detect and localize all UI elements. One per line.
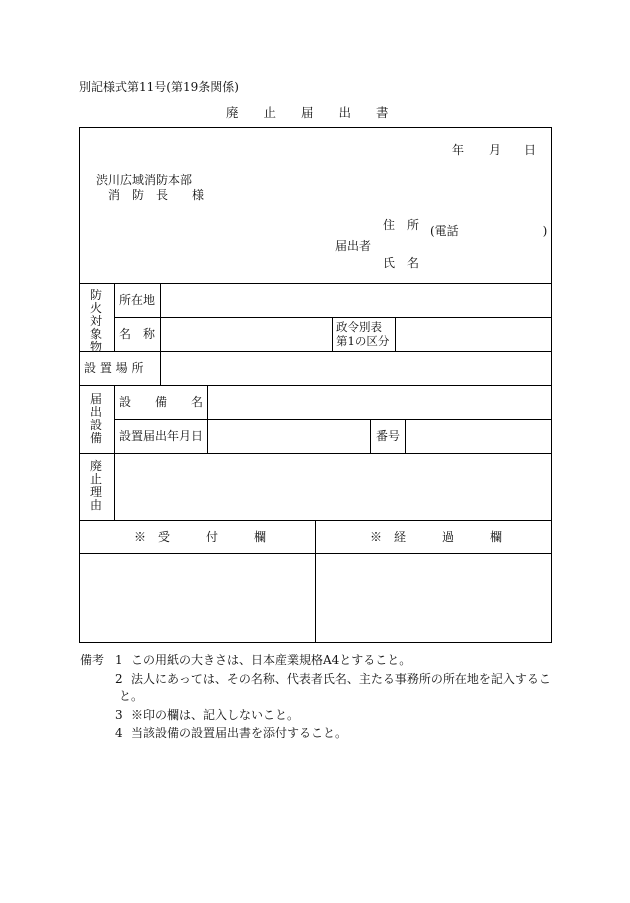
col-divider — [114, 283, 115, 351]
col-divider — [315, 520, 316, 643]
notes-heading: 備考 — [80, 653, 105, 667]
row-divider — [79, 283, 552, 284]
note-text: この用紙の大きさは、日本産業規格A4とすること。 — [131, 653, 412, 667]
note-text-continued: と。 — [119, 689, 144, 703]
col-divider — [114, 385, 115, 520]
addressee-org: 渋川広域消防本部 — [96, 173, 193, 187]
equipment-number-label: 番号 — [376, 429, 401, 443]
date-month-label: 月 — [489, 143, 502, 157]
row-divider — [79, 351, 552, 352]
phone-label: (電話 ) — [430, 224, 548, 238]
date-year-label: 年 — [452, 143, 465, 157]
date-day-label: 日 — [524, 143, 537, 157]
note-text: 当該設備の設置届出書を添付すること。 — [131, 726, 348, 740]
equipment-date-label: 設置届出年月日 — [119, 429, 204, 443]
name-label: 氏 名 — [383, 256, 420, 270]
note-num: 2 — [115, 672, 123, 686]
col-divider — [405, 419, 406, 453]
document-title: 廃 止 届 出 書 — [226, 105, 389, 120]
note-num: 4 — [115, 726, 123, 740]
addressee-chief: 消 防 長 様 — [108, 188, 205, 202]
reception-label: ※ 受 付 欄 — [134, 530, 267, 544]
notifier-group-label: 届出者 — [335, 239, 372, 253]
col-divider — [332, 317, 333, 351]
note-num: 3 — [115, 708, 123, 722]
reason-label: 廃止理由 — [89, 459, 102, 512]
col-divider — [207, 385, 208, 453]
note-text: ※印の欄は、記入しないこと。 — [131, 708, 300, 722]
row-divider — [114, 317, 552, 318]
location-label: 所在地 — [119, 293, 156, 307]
target-group-label: 防火対象物 — [89, 288, 102, 354]
form-code: 別記様式第11号(第19条関係) — [79, 80, 239, 94]
row-divider — [79, 453, 552, 454]
equipment-group-label: 届出設備 — [89, 392, 102, 445]
target-name-label: 名 称 — [119, 327, 156, 341]
progress-label: ※ 経 過 欄 — [370, 530, 503, 544]
ordinance-label-2: 第1の区分 — [336, 334, 390, 348]
equipment-name-label: 設 備 名 — [119, 395, 204, 409]
ordinance-label-1: 政令別表 — [336, 320, 382, 334]
col-divider — [395, 317, 396, 351]
address-label: 住 所 — [383, 218, 420, 232]
col-divider — [160, 283, 161, 385]
col-divider — [370, 419, 371, 453]
row-divider — [114, 419, 552, 420]
note-text: 法人にあっては、その名称、代表者氏名、主たる事務所の所在地を記入するこ — [131, 672, 551, 686]
row-divider — [79, 385, 552, 386]
install-place-label: 設 置 場 所 — [84, 361, 144, 375]
note-num: 1 — [115, 653, 123, 667]
